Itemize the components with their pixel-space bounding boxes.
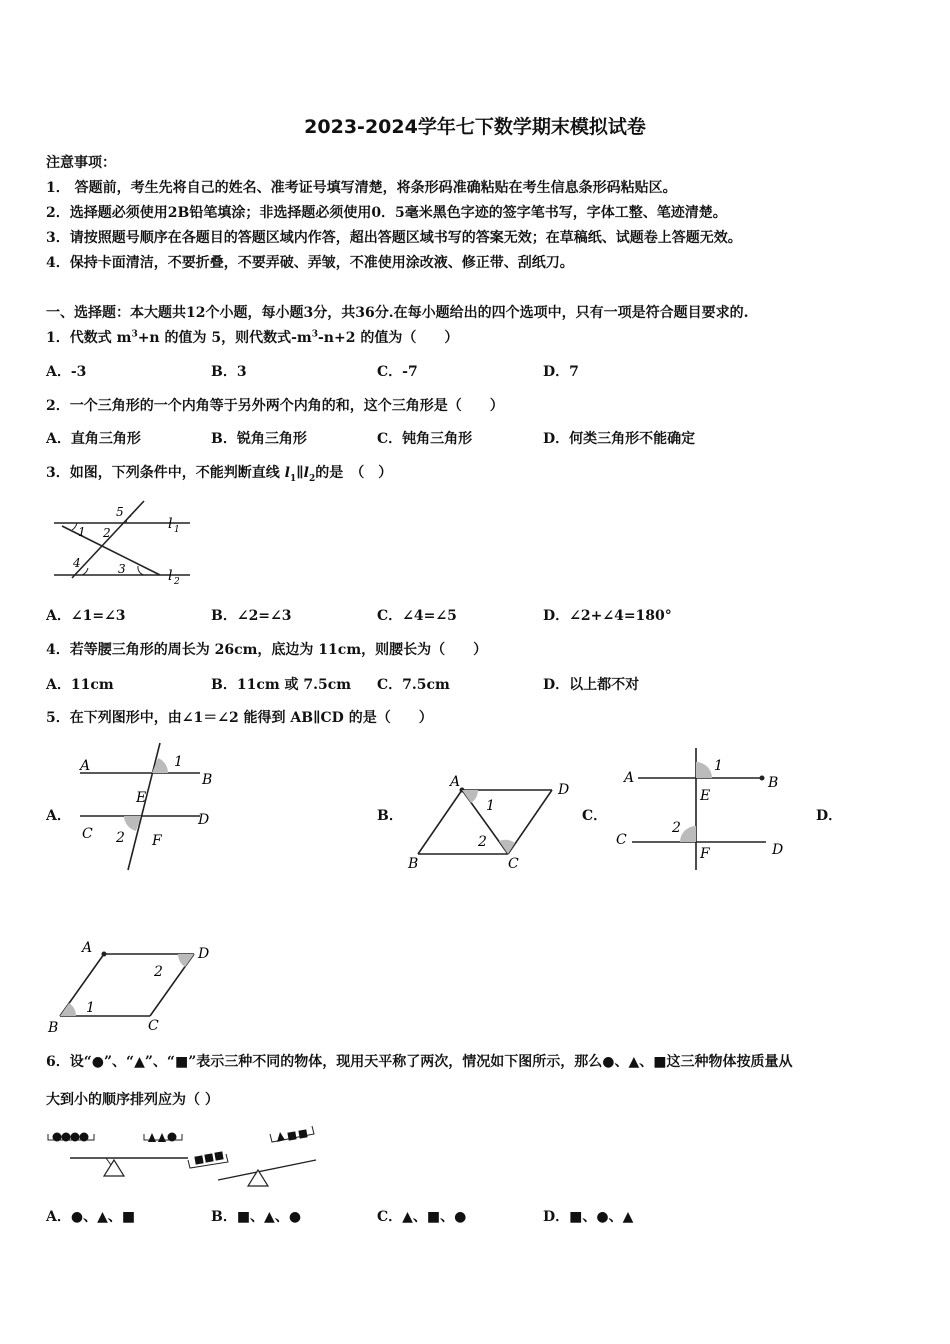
q3-label-l1-sub: 1 — [174, 525, 180, 535]
q5-figure-d — [44, 938, 224, 1038]
q3-label-1: 1 — [78, 525, 86, 539]
svg-text:E: E — [136, 790, 147, 806]
q2-option-a[interactable]: A．直角三角形 — [46, 431, 141, 447]
svg-text:B: B — [768, 775, 779, 791]
notice-heading: 注意事项： — [46, 155, 116, 171]
svg-text:2: 2 — [154, 964, 163, 980]
q5-option-a[interactable]: A． — [46, 808, 71, 824]
q6-balance-figures — [44, 1120, 324, 1196]
page-title: 2023-2024学年七下数学期末模拟试卷 — [304, 116, 646, 138]
q3-option-a[interactable]: A．∠1=∠3 — [46, 608, 126, 624]
q1-option-a[interactable]: A．-3 — [46, 364, 87, 380]
svg-text:1: 1 — [86, 1000, 95, 1016]
q4-option-b[interactable]: B．11cm 或 7.5cm — [211, 677, 352, 693]
section-heading: 一、选择题：本大题共12个小题，每小题3分，共36分.在每小题给出的四个选项中，只有一项是符合题目要求的. — [46, 305, 749, 321]
svg-text:B: B — [48, 1020, 59, 1036]
svg-text:C: C — [616, 832, 627, 848]
svg-text:C: C — [148, 1018, 159, 1034]
svg-text:A: A — [80, 758, 91, 774]
svg-text:1: 1 — [486, 798, 495, 814]
q1-option-c[interactable]: C．-7 — [377, 364, 418, 380]
svg-text:1: 1 — [174, 754, 183, 770]
svg-text:F: F — [700, 846, 710, 862]
svg-text:A: A — [82, 940, 93, 956]
notice-item: 2．选择题必须使用2B铅笔填涂；非选择题必须使用0．5毫米黑色字迹的签字笔书写，字体工整、笔迹清楚。 — [46, 205, 727, 221]
q3-label-l2-sub: 2 — [174, 577, 180, 587]
notice-item: 1． 答题前，考生先将自己的姓名、准考证号填写清楚，将条形码准确粘贴在考生信息条形码粘贴区。 — [46, 180, 677, 196]
q2-option-b[interactable]: B．锐角三角形 — [211, 431, 307, 447]
q3-label-5: 5 — [116, 505, 124, 519]
q3-option-b[interactable]: B．∠2=∠3 — [211, 608, 292, 624]
svg-text:C: C — [82, 826, 93, 842]
question-2-stem: 2．一个三角形的一个内角等于另外两个内角的和，这个三角形是（ ） — [46, 398, 504, 414]
q6-option-c[interactable]: C．▲、■、● — [377, 1209, 467, 1225]
svg-text:B: B — [408, 856, 419, 872]
svg-text:2: 2 — [116, 830, 125, 846]
svg-text:D: D — [198, 946, 210, 962]
balance-scale-tilted — [188, 1126, 316, 1186]
question-4-stem: 4．若等腰三角形的周长为 26cm，底边为 11cm，则腰长为（ ） — [46, 642, 488, 658]
notice-item: 4．保持卡面清洁，不要折叠，不要弄破、弄皱，不准使用涂改液、修正带、刮纸刀。 — [46, 255, 574, 271]
q2-option-d[interactable]: D．何类三角形不能确定 — [543, 431, 696, 447]
q3-label-3: 3 — [118, 562, 126, 576]
svg-text:2: 2 — [478, 834, 487, 850]
notice-item: 3．请按照题号顺序在各题目的答题区域内作答，超出答题区域书写的答案无效；在草稿纸、试题卷上答题无效。 — [46, 230, 742, 246]
question-3-stem: 3．如图，下列条件中，不能判断直线 $l_1\parallel l_2$的是 （ ） — [46, 465, 393, 484]
q5-option-b[interactable]: B． — [377, 808, 403, 824]
q3-label-2: 2 — [103, 526, 111, 540]
q3-label-l2: l — [168, 568, 173, 584]
question-6-stem: 6．设“●”、“▲”、“■”表示三种不同的物体，现用天平称了两次，情况如下图所示，那么●、▲、■这三种物体按质量从 — [46, 1054, 793, 1070]
q4-option-c[interactable]: C．7.5cm — [377, 677, 450, 693]
q1-option-b[interactable]: B．3 — [211, 364, 247, 380]
q6-option-d[interactable]: D．■、●、▲ — [543, 1209, 634, 1225]
q6-option-a[interactable]: A．●、▲、■ — [46, 1209, 136, 1225]
q5-figure-b — [402, 768, 582, 876]
q6-option-b[interactable]: B．■、▲、● — [211, 1209, 302, 1225]
question-1-stem: 1．代数式 $m^3+n$ 的值为 5，则代数式$-m^3-n+2$ 的值为（ ） — [46, 329, 459, 346]
q5-option-c[interactable]: C． — [582, 808, 608, 824]
svg-text:D: D — [558, 782, 570, 798]
q5-option-d[interactable]: D． — [816, 808, 843, 824]
q3-label-l1: l — [168, 516, 173, 532]
svg-text:D: D — [772, 842, 784, 858]
question-6-stem-continued: 大到小的顺序排列应为（ ） — [46, 1092, 219, 1108]
svg-text:D: D — [198, 812, 210, 828]
q3-option-c[interactable]: C．∠4=∠5 — [377, 608, 457, 624]
svg-text:2: 2 — [672, 820, 681, 836]
svg-text:1: 1 — [714, 758, 723, 774]
q2-option-c[interactable]: C．钝角三角形 — [377, 431, 473, 447]
svg-text:A: A — [624, 770, 635, 786]
q3-option-d[interactable]: D．∠2+∠4=180° — [543, 608, 672, 624]
q5-figure-c — [612, 742, 794, 874]
svg-text:F: F — [152, 833, 162, 849]
svg-text:B: B — [202, 772, 213, 788]
svg-text:A: A — [450, 774, 461, 790]
balance-scale-level — [48, 1133, 188, 1177]
svg-text:E: E — [700, 788, 711, 804]
q3-label-4: 4 — [73, 556, 81, 570]
svg-text:C: C — [508, 856, 519, 872]
q3-figure — [40, 492, 200, 592]
q4-option-d[interactable]: D．以上都不对 — [543, 677, 640, 693]
q1-option-d[interactable]: D．7 — [543, 364, 579, 380]
q4-option-a[interactable]: A．11cm — [46, 677, 114, 693]
question-5-stem: 5．在下列图形中，由∠1＝∠2 能得到 AB∥CD 的是（ ） — [46, 710, 433, 726]
q5-figure-a — [70, 738, 230, 874]
